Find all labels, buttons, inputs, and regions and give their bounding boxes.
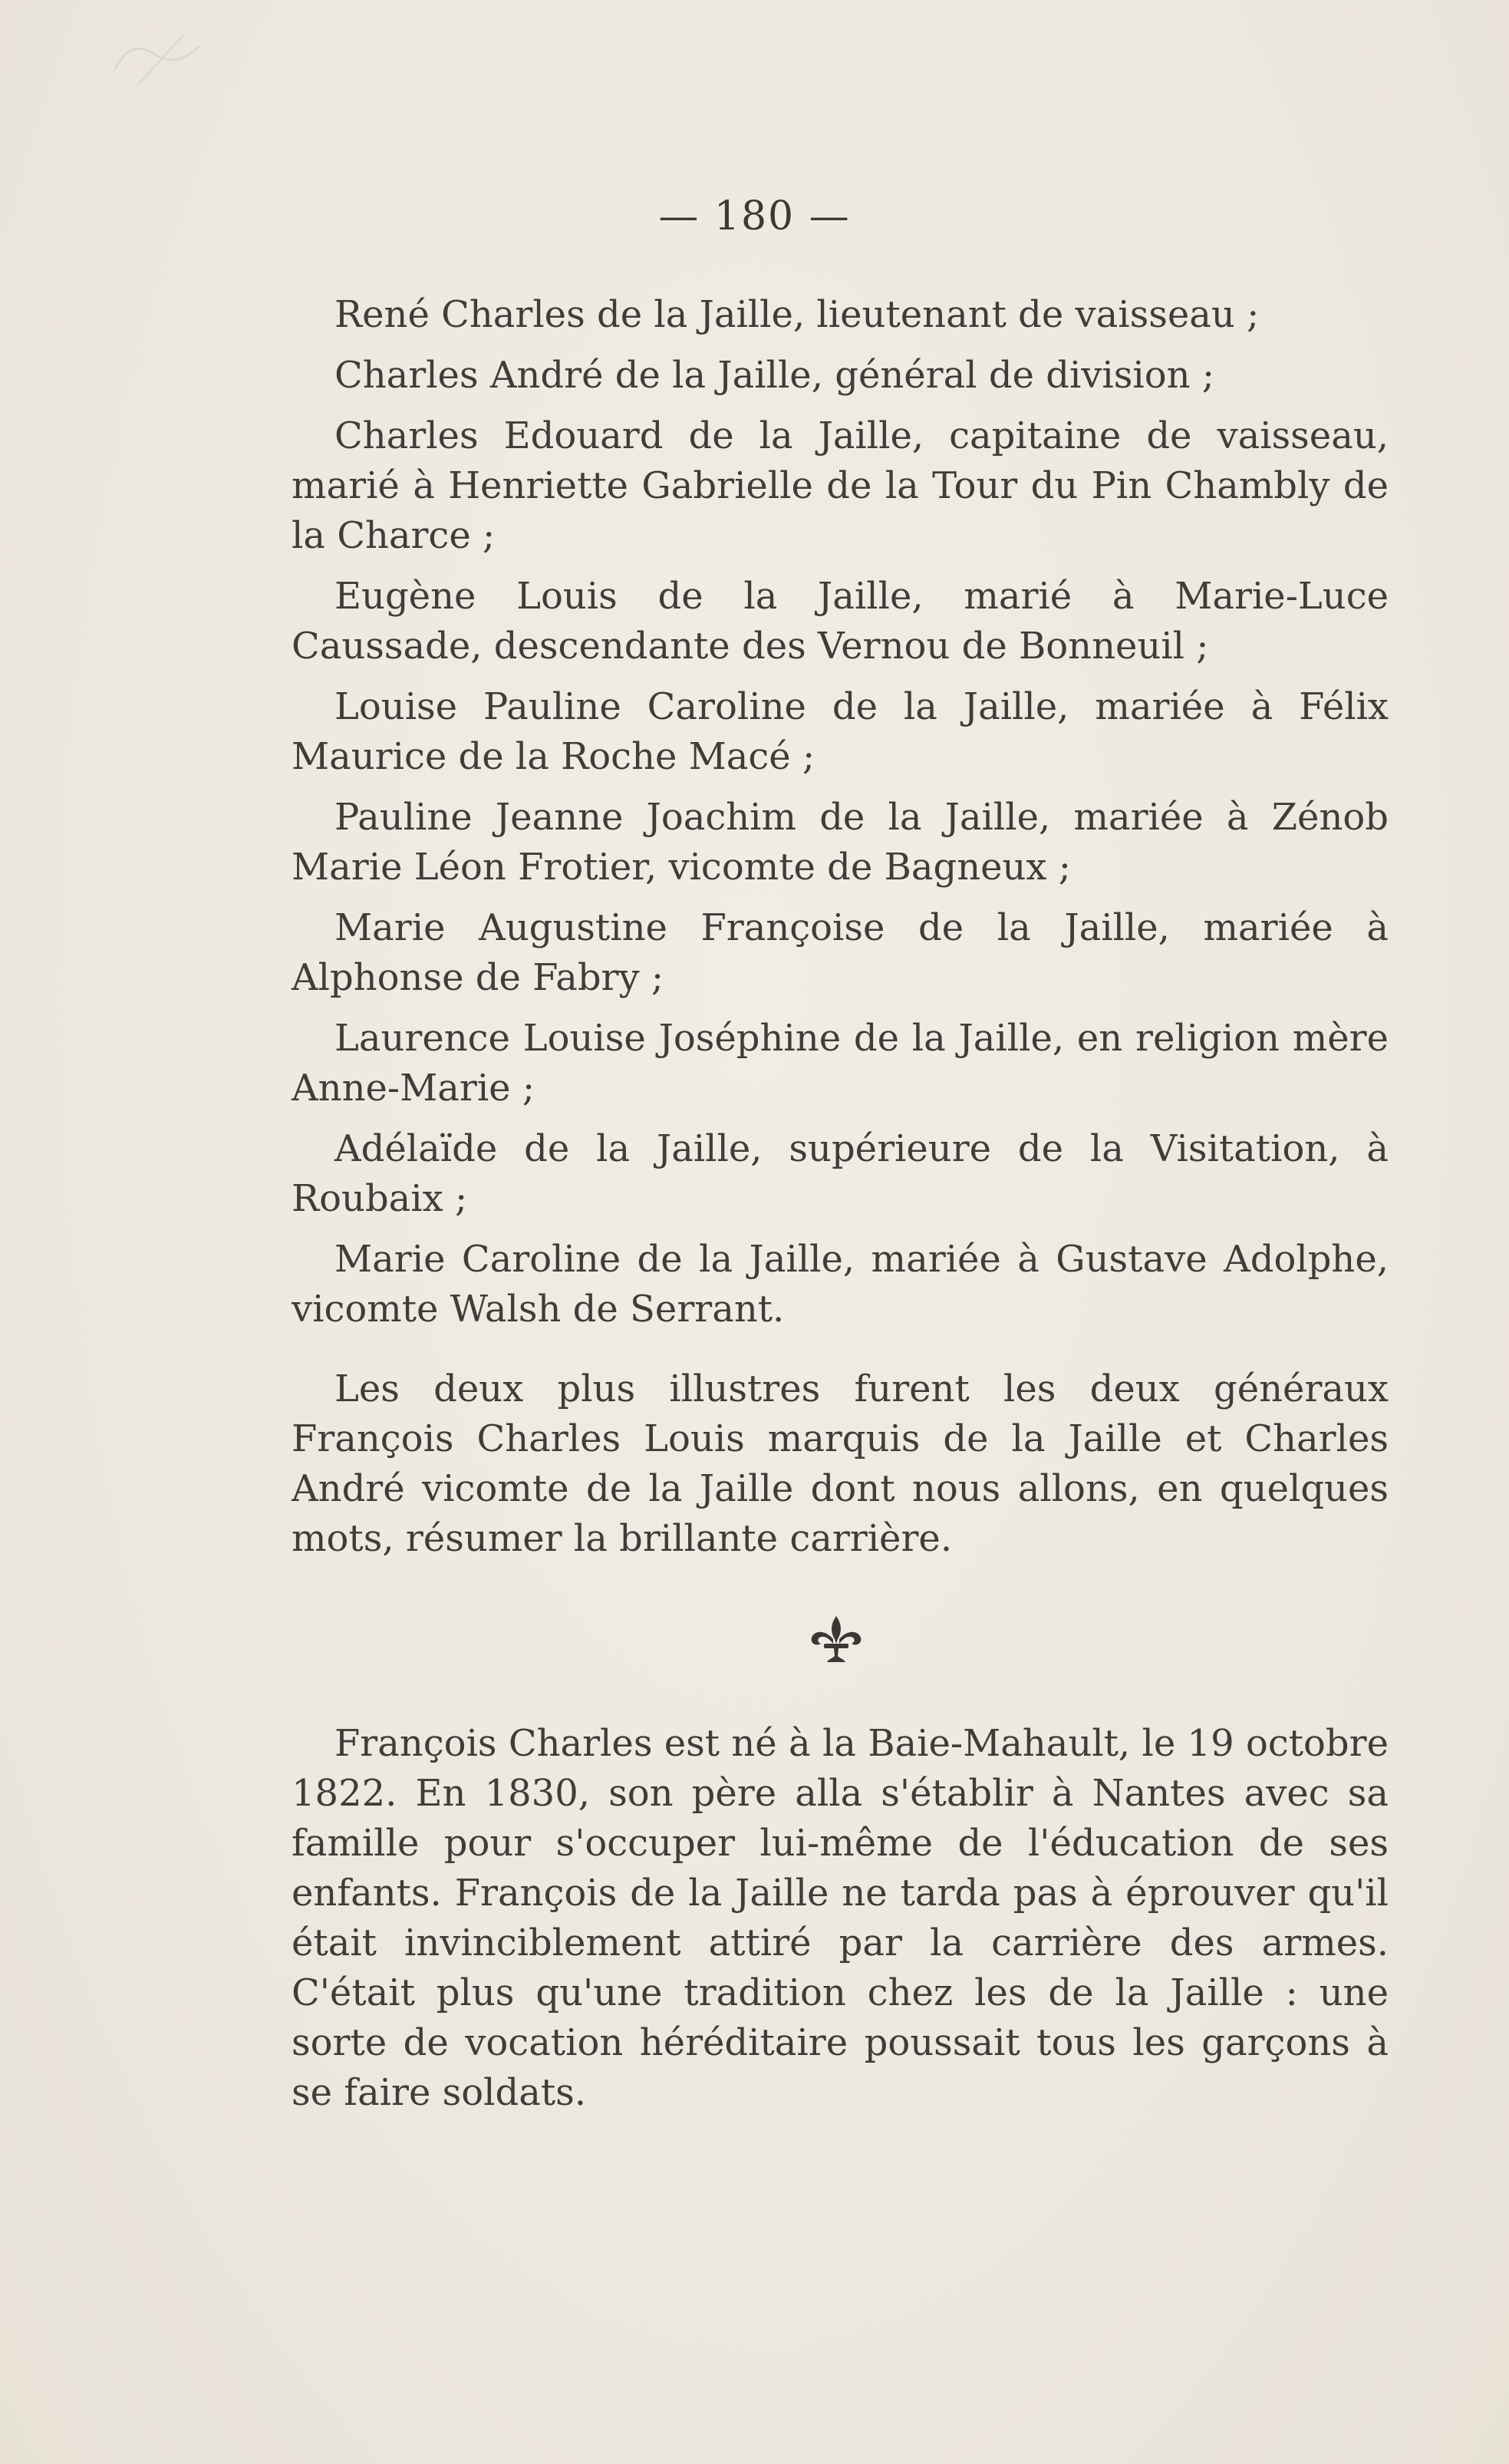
genealogy-entry: Laurence Louise Joséphine de la Jaille, en religion mère Anne-Marie ; bbox=[292, 1017, 1389, 1110]
page-number: — 180 — bbox=[658, 193, 851, 239]
genealogy-entry: Eugène Louis de la Jaille, marié à Marie-Luce Caussade, descendante des Vernou de Bonneuil ; bbox=[292, 575, 1389, 668]
genealogy-entry: Louise Pauline Caroline de la Jaille, mariée à Félix Maurice de la Roche Macé ; bbox=[292, 685, 1389, 778]
fleur-de-lis-icon bbox=[806, 1611, 867, 1667]
genealogy-entry: Adélaïde de la Jaille, supérieure de la Visitation, à Roubaix ; bbox=[292, 1127, 1389, 1220]
genealogy-entry: Charles André de la Jaille, général de division ; bbox=[334, 354, 1215, 397]
summary-section bbox=[292, 1364, 1389, 1575]
genealogy-entry: Marie Caroline de la Jaille, mariée à Gustave Adolphe, vicomte Walsh de Serrant. bbox=[292, 1238, 1389, 1331]
genealogy-entry: Pauline Jeanne Joachim de la Jaille, mariée à Zénob Marie Léon Frotier, vicomte de Bagneux ; bbox=[292, 796, 1389, 889]
biography-section bbox=[292, 1719, 1389, 2129]
biography-paragraph: François Charles est né à la Baie-Mahault, le 19 octobre 1822. En 1830, son père alla s'établir à Nantes avec sa famille pour s'occuper lui-même de l'éducation de ses enfants. François de la Jaille ne tarda pas à éprouver qu'il était invinciblement attiré par la carrière des armes. C'était plus qu'une tradition chez les de la Jaille : une sorte de vocation héréditaire poussait tous les garçons à se faire soldats. bbox=[292, 1722, 1389, 2114]
genealogy-entry: Charles Edouard de la Jaille, capitaine de vaisseau, marié à Henriette Gabrielle de la Tour du Pin Chambly de la Charce ; bbox=[292, 414, 1389, 557]
genealogy-list bbox=[292, 290, 1389, 1345]
faded-stamp-mark bbox=[107, 23, 215, 92]
genealogy-entry: Marie Augustine Françoise de la Jaille, mariée à Alphonse de Fabry ; bbox=[292, 906, 1389, 999]
genealogy-entry: René Charles de la Jaille, lieutenant de vaisseau ; bbox=[334, 293, 1260, 336]
summary-paragraph: Les deux plus illustres furent les deux généraux François Charles Louis marquis de la Jaille et Charles André vicomte de la Jaille dont nous allons, en quelques mots, résumer la brillante carrière. bbox=[292, 1367, 1389, 1560]
